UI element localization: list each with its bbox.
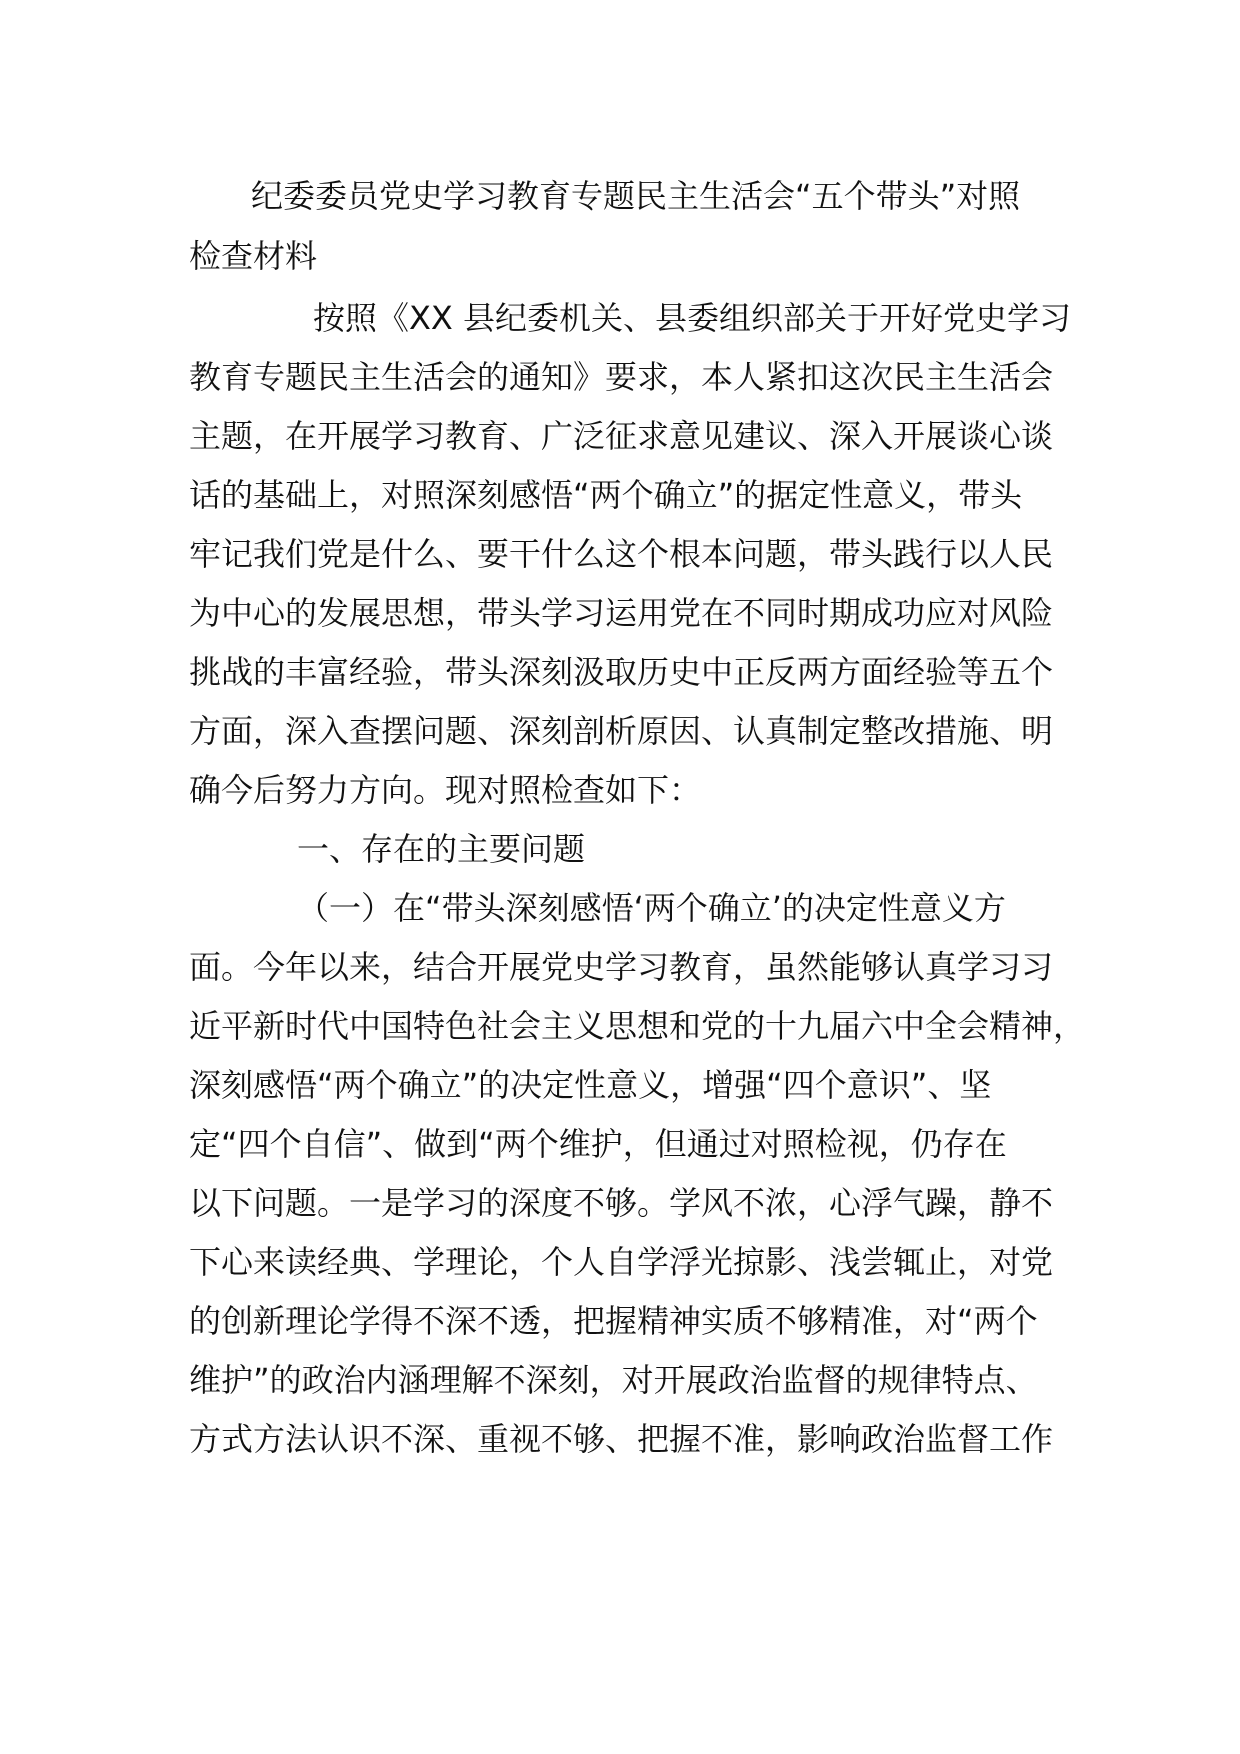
paragraph-line: 的创新理论学得不深不透，把握精神实质不够精准，对“两个 [189,1302,1038,1340]
paragraph-line: 下心来读经典、学理论，个人自学浮光掠影、浅尝辄止，对党 [189,1243,1054,1281]
paragraph-line: 主题，在开展学习教育、广泛征求意见建议、深入开展谈心谈 [189,417,1054,455]
paragraph-line: 话的基础上，对照深刻感悟“两个确立”的据定性意义，带头 [189,476,1023,514]
paragraph-line: 牢记我们党是什么、要干什么这个根本问题，带头践行以人民 [189,535,1054,573]
document-title-line-1: 纪委委员党史学习教育专题民主生活会“五个带头”对照 [251,177,1021,215]
document-title-line-2: 检查材料 [189,237,318,275]
paragraph-line: 按照《XX 县纪委机关、县委组织部关于开好党史学习 [313,299,1072,337]
paragraph-line: 以下问题。一是学习的深度不够。学风不浓，心浮气躁，静不 [189,1184,1054,1222]
paragraph-line: 面。今年以来，结合开展党史学习教育，虽然能够认真学习习 [189,948,1054,986]
paragraph-line: 教育专题民主生活会的通知》要求，本人紧扣这次民主生活会 [189,358,1054,396]
section-heading: 一、存在的主要问题 [297,830,586,868]
paragraph-line: 方面，深入查摆问题、深刻剖析原因、认真制定整改措施、明 [189,712,1054,750]
paragraph-line: 挑战的丰富经验，带头深刻汲取历史中正反两方面经验等五个 [189,653,1054,691]
paragraph-line: 近平新时代中国特色社会主义思想和党的十九届六中全会精神， [189,1007,1086,1045]
paragraph-line: 维护”的政治内涵理解不深刻，对开展政治监督的规律特点、 [189,1361,1038,1399]
paragraph-line: （一）在“带头深刻感悟‘两个确立’的决定性意义方 [297,889,1006,927]
paragraph-line: 方式方法认识不深、重视不够、把握不准，影响政治监督工作 [189,1420,1054,1458]
paragraph-line: 确今后努力方向。现对照检查如下： [189,771,702,809]
paragraph-line: 深刻感悟“两个确立”的决定性意义，增强“四个意识”、坚 [189,1066,992,1104]
paragraph-line: 定“四个自信”、做到“两个维护，但通过对照检视，仍存在 [189,1125,1007,1163]
paragraph-line: 为中心的发展思想，带头学习运用党在不同时期成功应对风险 [189,594,1054,632]
